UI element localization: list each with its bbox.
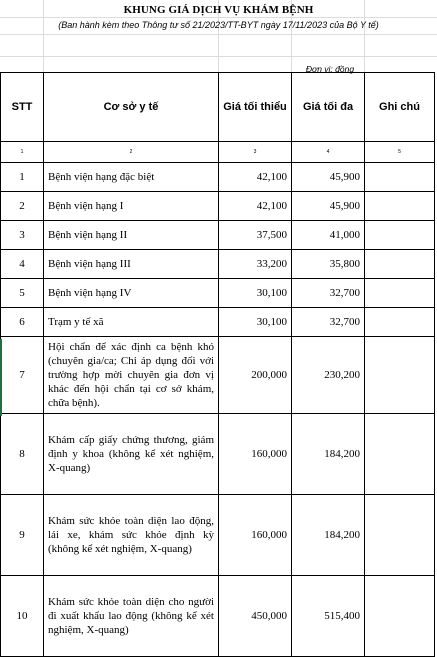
cell-max-price[interactable]: 45,900	[292, 192, 365, 221]
column-number[interactable]: 1	[1, 142, 44, 163]
table-row	[1, 337, 435, 414]
column-number-row	[1, 142, 435, 163]
cell-facility[interactable]: Khám sức khỏe toàn diện lao động, lái xe, khám sức khỏe định kỳ (không kể xét nghiệm, X-quang)	[44, 495, 219, 576]
table-row	[1, 576, 435, 657]
cell-stt[interactable]: 1	[1, 163, 44, 192]
cell-note[interactable]	[365, 192, 435, 221]
cell-max-price[interactable]: 32,700	[292, 308, 365, 337]
header-min-price[interactable]: Giá tối thiểu	[219, 73, 292, 142]
cell-stt[interactable]: 9	[1, 495, 44, 576]
cell-facility[interactable]: Bệnh viện hạng III	[44, 250, 219, 279]
table-row	[1, 250, 435, 279]
cell-max-price[interactable]: 32,700	[292, 279, 365, 308]
cell-min-price[interactable]: 42,100	[219, 163, 292, 192]
cell-min-price[interactable]: 450,000	[219, 576, 292, 657]
cell-min-price[interactable]: 37,500	[219, 221, 292, 250]
cell-max-price[interactable]: 230,200	[292, 337, 365, 414]
cell-max-price[interactable]: 41,000	[292, 221, 365, 250]
document-title: KHUNG GIÁ DỊCH VỤ KHÁM BỆNH	[123, 4, 314, 16]
cell-min-price[interactable]: 30,100	[219, 279, 292, 308]
cell-stt[interactable]: 5	[1, 279, 44, 308]
cell-facility[interactable]: Khám cấp giấy chứng thương, giám định y khoa (không kể xét nghiệm, X-quang)	[44, 414, 219, 495]
cell-min-price[interactable]: 160,000	[219, 414, 292, 495]
cell-stt[interactable]: 6	[1, 308, 44, 337]
cell-min-price[interactable]: 200,000	[219, 337, 292, 414]
cell-facility[interactable]: Bệnh viện hạng IV	[44, 279, 219, 308]
cell-max-price[interactable]: 515,400	[292, 576, 365, 657]
cell-facility[interactable]: Bệnh viện hạng I	[44, 192, 219, 221]
cell-max-price[interactable]: 45,900	[292, 163, 365, 192]
document-subtitle: (Ban hành kèm theo Thông tư số 21/2023/TT-BYT ngày 17/11/2023 của Bộ Y tế)	[58, 20, 379, 30]
header-facility[interactable]: Cơ sở y tế	[44, 73, 219, 142]
cell-min-price[interactable]: 160,000	[219, 495, 292, 576]
cell-stt[interactable]: 2	[1, 192, 44, 221]
table-row	[1, 308, 435, 337]
header-row	[1, 73, 435, 142]
table-row	[1, 192, 435, 221]
cell-facility[interactable]: Khám sức khỏe toàn diện cho người đi xuất khẩu lao động (không kể xét nghiệm, X-quang)	[44, 576, 219, 657]
column-number[interactable]: 3	[219, 142, 292, 163]
cell-max-price[interactable]: 184,200	[292, 414, 365, 495]
cell-stt[interactable]: 3	[1, 221, 44, 250]
header-max-price[interactable]: Giá tối đa	[292, 73, 365, 142]
cell-max-price[interactable]: 184,200	[292, 495, 365, 576]
cell-facility[interactable]: Hội chẩn để xác định ca bệnh khó (chuyên gia/ca; Chỉ áp dụng đối với trường hợp mời chuyên gia đơn vị khác đến hội chẩn tại cơ sở khám, chữa bệnh).	[44, 337, 219, 414]
cell-note[interactable]	[365, 163, 435, 192]
cell-facility[interactable]: Bệnh viện hạng II	[44, 221, 219, 250]
table-row	[1, 279, 435, 308]
cell-min-price[interactable]: 30,100	[219, 308, 292, 337]
table-row	[1, 495, 435, 576]
cell-stt[interactable]: 7	[1, 337, 44, 414]
column-number[interactable]: 2	[44, 142, 219, 163]
column-number[interactable]: 5	[365, 142, 435, 163]
cell-max-price[interactable]: 35,800	[292, 250, 365, 279]
table-row	[1, 414, 435, 495]
cell-note[interactable]	[365, 337, 435, 414]
cell-facility[interactable]: Trạm y tế xã	[44, 308, 219, 337]
cell-note[interactable]	[365, 279, 435, 308]
cell-note[interactable]	[365, 576, 435, 657]
cell-stt[interactable]: 10	[1, 576, 44, 657]
header-note[interactable]: Ghi chú	[365, 73, 435, 142]
table-row	[1, 163, 435, 192]
cell-min-price[interactable]: 33,200	[219, 250, 292, 279]
cell-note[interactable]	[365, 308, 435, 337]
cell-note[interactable]	[365, 414, 435, 495]
cell-note[interactable]	[365, 495, 435, 576]
column-number[interactable]: 4	[292, 142, 365, 163]
header-stt[interactable]: STT	[1, 73, 44, 142]
cell-stt[interactable]: 4	[1, 250, 44, 279]
cell-note[interactable]	[365, 250, 435, 279]
cell-facility[interactable]: Bệnh viện hạng đặc biệt	[44, 163, 219, 192]
table-row	[1, 221, 435, 250]
cell-note[interactable]	[365, 221, 435, 250]
cell-stt[interactable]: 8	[1, 414, 44, 495]
row-selection-indicator	[0, 339, 2, 416]
cell-min-price[interactable]: 42,100	[219, 192, 292, 221]
unit-note: Đơn vị: đồng	[305, 64, 355, 74]
price-table	[0, 72, 435, 657]
